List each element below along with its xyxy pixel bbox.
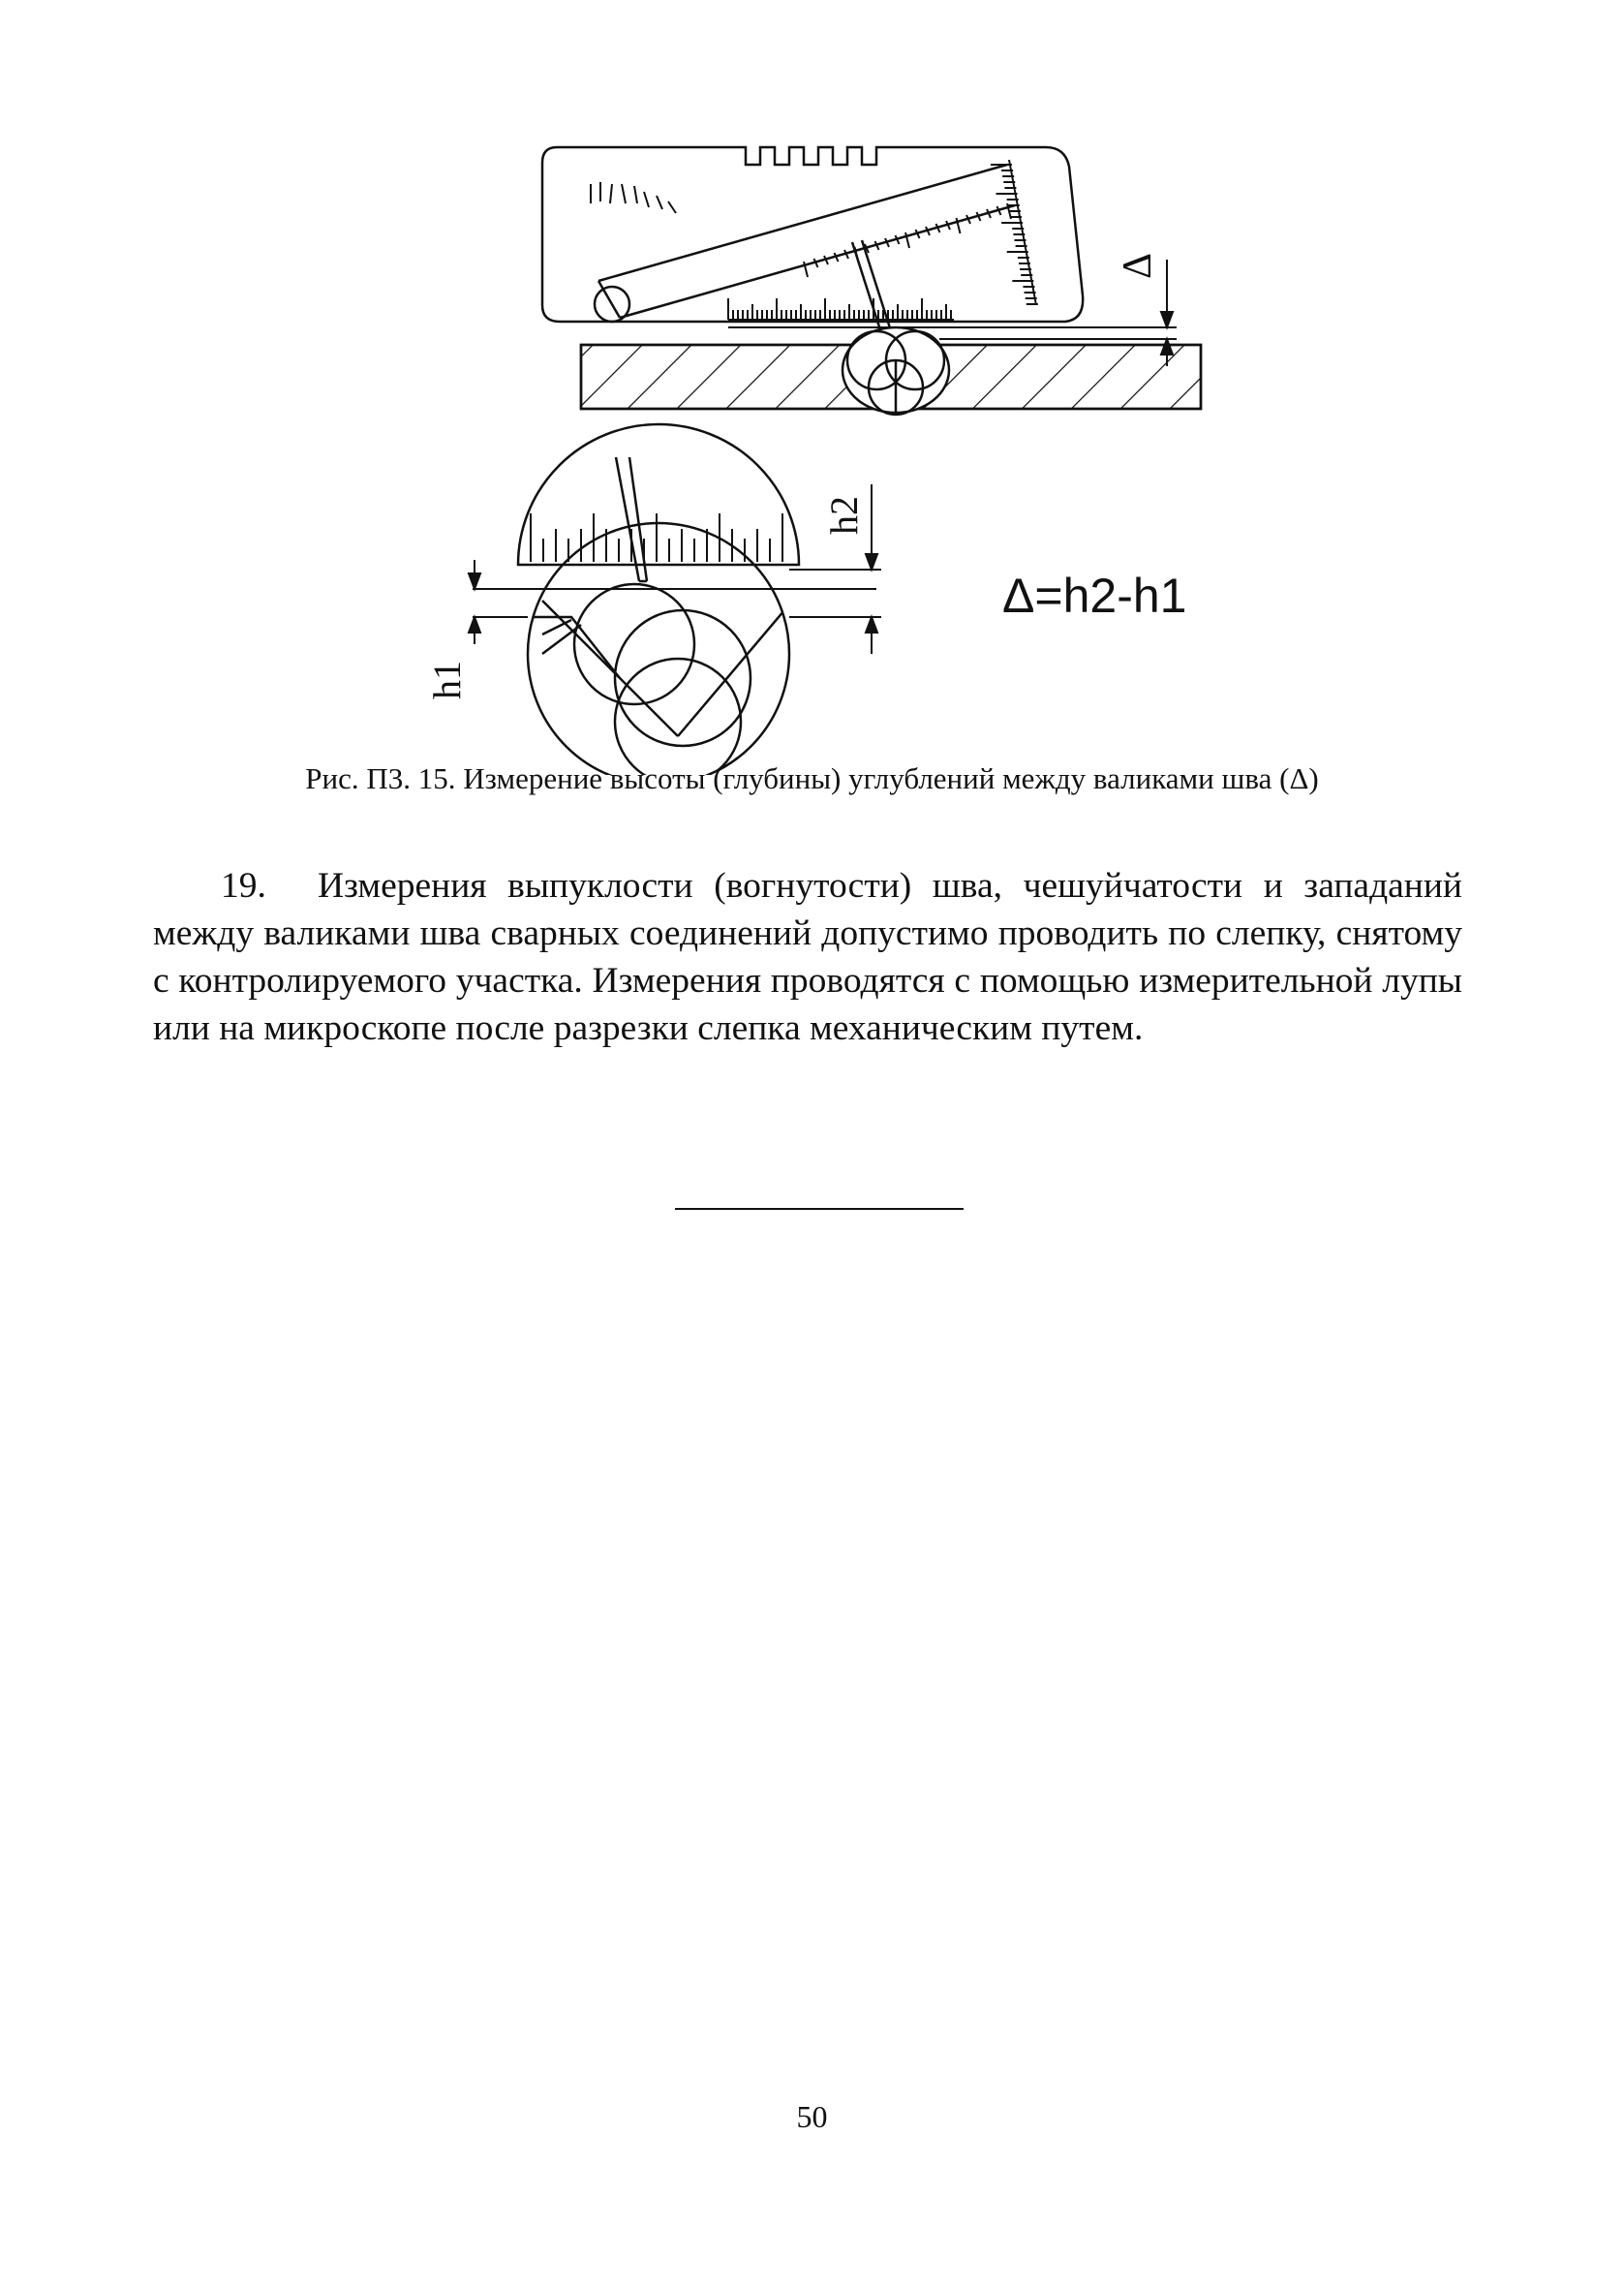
weld-gauge-figure bbox=[0, 0, 1624, 775]
vertical-scale bbox=[991, 160, 1038, 305]
paragraph-text: Измерения выпуклости (вогнутости) шва, чешуйчатости и западаний между валиками шва сварных соединений допустимо проводить по слепку, снятому с контролируемого участка. Измерения проводятся с помощью измерительной лупы или на микроскопе после разрезки слепка механическим путем. bbox=[153, 866, 1462, 1048]
h1-label: h1 bbox=[425, 661, 469, 699]
weld-beads-top bbox=[843, 327, 949, 415]
paragraph-number: 19. bbox=[221, 866, 266, 906]
gauge-body bbox=[542, 147, 1083, 322]
figure-caption: Рис. П3. 15. Измерение высоты (глубины) углублений между валиками шва (Δ) bbox=[305, 761, 1319, 795]
page-number: 50 bbox=[796, 2099, 828, 2134]
h2-label: h2 bbox=[822, 496, 866, 535]
probe-needle bbox=[852, 240, 893, 339]
end-rule bbox=[675, 1208, 964, 1210]
paragraph-19 bbox=[153, 862, 1462, 1052]
weld-cross-section bbox=[528, 523, 789, 775]
delta-formula: Δ=h2-h1 bbox=[1002, 569, 1187, 623]
magnifier-needle bbox=[616, 457, 647, 581]
base-scale bbox=[728, 298, 954, 320]
delta-label: Δ bbox=[1116, 252, 1160, 279]
inclined-ruler-arm bbox=[595, 165, 1015, 322]
gauge-scale-marks-left bbox=[591, 182, 676, 213]
